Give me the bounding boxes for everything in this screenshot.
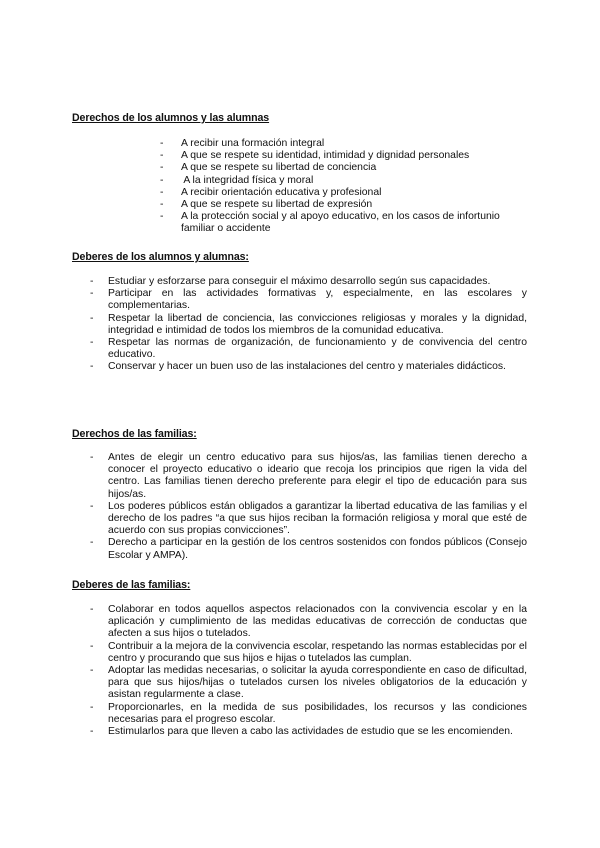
section-heading-deberes-alumnos: Deberes de los alumnos y alumnas: — [72, 251, 249, 263]
dash-bullet: - — [160, 174, 164, 186]
dash-bullet: - — [90, 337, 94, 349]
list-deberes-familias — [90, 604, 527, 738]
list-item: - A que se respete su libertad de expresión — [160, 199, 373, 211]
dash-bullet: - — [90, 726, 94, 738]
list-deberes-alumnos — [90, 276, 527, 374]
list-item: - Adoptar las medidas necesarias, o solicitar la ayuda correspondiente en caso de dificultad, para que sus hijos/hijas o tutelados cursen los niveles obligatorios de la educación y asistan regularmente a clase. — [90, 665, 527, 701]
list-item: - Los poderes públicos están obligados a garantizar la libertad educativa de las familias y el derecho de los padres “a que sus hijos reciban la formación religiosa y moral que esté de acuerdo con sus propias convicciones”. — [90, 500, 527, 537]
list-item: - A que se respete su libertad de conciencia — [160, 162, 377, 174]
list-item: - Respetar las normas de organización, de funcionamiento y de convivencia del centro educativo. — [90, 337, 527, 361]
list-item: - Conservar y hacer un buen uso de las instalaciones del centro y materiales didácticos. — [90, 361, 506, 373]
list-item: - Estudiar y esforzarse para conseguir el máximo desarrollo según sus capacidades. — [90, 276, 491, 287]
list-item: - Participar en las actividades formativas y, especialmente, en las escolares y complementarias. — [90, 288, 527, 312]
dash-bullet: - — [160, 211, 164, 223]
list-item: - Derecho a participar en la gestión de los centros sostenidos con fondos públicos (Consejo Escolar y AMPA). — [90, 537, 527, 561]
section-heading-deberes-familias: Deberes de las familias: — [72, 579, 191, 591]
dash-bullet: - — [90, 288, 94, 300]
dash-bullet: - — [90, 701, 94, 713]
dash-bullet: - — [90, 604, 94, 615]
list-item: - A recibir una formación integral — [160, 138, 325, 149]
list-item: - A la protección social y al apoyo educativo, en los casos de infortunio familiar o accidente — [160, 211, 500, 235]
list-item: - Proporcionarles, en la medida de sus posibilidades, los recursos y las condiciones necesarias para el progreso escolar. — [90, 701, 527, 725]
list-item: - Antes de elegir un centro educativo para sus hijos/as, las familias tienen derecho a conocer el proyecto educativo o ideario que recoja los principios que rigen la vida del centro. Las familias tienen derecho preferente para elegir el tipo de educación para sus hijos/as. — [90, 452, 527, 500]
list-item: - Respetar la libertad de conciencia, las convicciones religiosas y morales y la dignidad, integridad e intimidad de todos los miembros de la comunidad educativa. — [90, 312, 527, 336]
dash-bullet: - — [90, 361, 94, 373]
dash-bullet: - — [90, 665, 94, 677]
dash-bullet: - — [90, 276, 94, 287]
list-item: - Colaborar en todos aquellos aspectos relacionados con la convivencia escolar y en la aplicación y cumplimiento de las medidas educativas de corrección de conductas que afecten a sus hijos o tutelados. — [90, 604, 527, 640]
list-derechos-familias — [90, 452, 527, 562]
dash-bullet: - — [90, 500, 94, 512]
list-item: - A recibir orientación educativa y profesional — [160, 186, 382, 198]
dash-bullet: - — [90, 640, 94, 652]
dash-bullet: - — [160, 138, 164, 149]
section-heading-derechos-alumnos: Derechos de los alumnos y las alumnas — [72, 112, 270, 124]
dash-bullet: - — [160, 150, 164, 162]
dash-bullet: - — [90, 537, 94, 549]
list-item: - A la integridad física y moral — [160, 174, 314, 186]
section-heading-derechos-familias: Derechos de las familias: — [72, 428, 197, 440]
list-item: - A que se respete su identidad, intimidad y dignidad personales — [160, 150, 470, 162]
dash-bullet: - — [160, 162, 164, 174]
dash-bullet: - — [90, 452, 94, 463]
dash-bullet: - — [160, 186, 164, 198]
list-item: - Estimularlos para que lleven a cabo las actividades de estudio que se les encomienden. — [90, 726, 513, 738]
dash-bullet: - — [90, 312, 94, 324]
list-item: - Contribuir a la mejora de la convivencia escolar, respetando las normas establecidas por el centro y procurando que sus hijos e hijas o tutelados las cumplan. — [90, 640, 527, 664]
dash-bullet: - — [160, 199, 164, 211]
list-derechos-alumnos — [160, 138, 520, 236]
